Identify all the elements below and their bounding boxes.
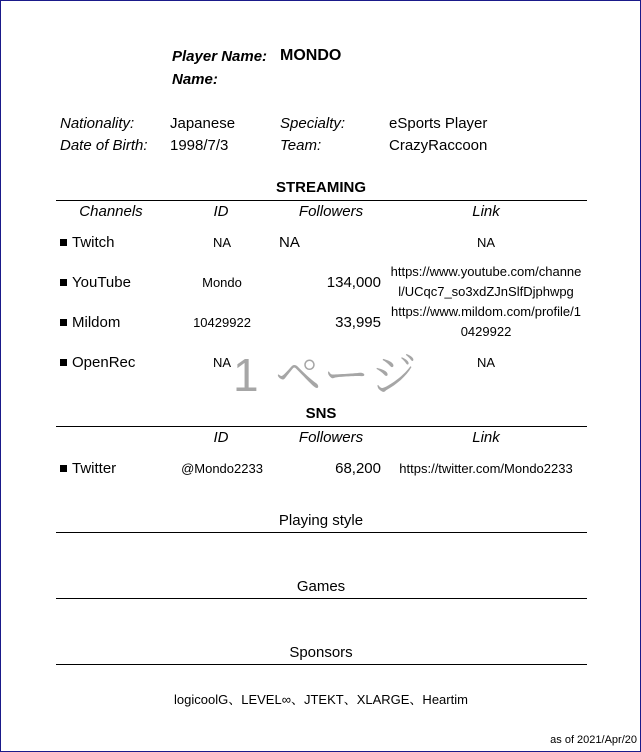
channel-link-youtube-line2[interactable]: l/UCqc7_so3xdZJnSlfDjphwpg [398,284,574,299]
channel-link-mildom-line1[interactable]: https://www.mildom.com/profile/1 [390,304,581,319]
sponsors-heading: Sponsors [289,644,353,661]
sns-header-followers: Followers [298,429,364,446]
player-name-value: MONDO [280,47,342,64]
channel-name-twitch: Twitch [72,234,115,251]
channel-link-youtube-line1[interactable]: https://www.youtube.com/channe [390,264,582,279]
channel-link-mildom-line2[interactable]: 0429922 [460,324,512,339]
bullet-icon [60,465,67,472]
channel-name-mildom: Mildom [72,314,121,331]
sns-name-twitter: Twitter [72,460,117,477]
channel-followers-mildom: 33,995 [335,314,381,331]
sns-title: SNS [305,405,337,422]
channel-id-openrec: NA [212,355,232,370]
games-heading: Games [296,578,346,595]
team-value: CrazyRaccoon [389,137,488,154]
channel-link-twitch: NA [476,235,496,250]
as-of-date: as of 2021/Apr/20 [550,734,637,746]
dob-value: 1998/7/3 [170,137,229,154]
streaming-title: STREAMING [276,179,366,196]
streaming-header-link: Link [472,203,500,220]
sponsors-list: logicoolG、LEVEL∞、JTEKT、XLARGE、Heartim [174,692,468,707]
playing-style-divider [56,532,587,533]
dob-label: Date of Birth: [60,137,148,154]
games-divider [56,598,587,599]
sns-id-twitter: @Mondo2233 [181,461,263,476]
nationality-label: Nationality: [60,115,135,132]
bullet-icon [60,319,67,326]
page-number-watermark: 1 ページ [233,349,419,401]
sns-followers-twitter: 68,200 [335,460,381,477]
channel-link-youtube[interactable] [386,262,586,302]
channel-id-youtube: Mondo [202,275,242,290]
channel-followers-youtube: 134,000 [326,274,381,291]
streaming-header-channels: Channels [79,203,143,220]
bullet-icon [60,359,67,366]
nationality-value: Japanese [170,115,236,132]
sponsors-divider [56,664,587,665]
channel-followers-twitch: NA [279,234,300,251]
channel-id-mildom: 10429922 [193,315,251,330]
channel-name-youtube: YouTube [72,274,131,291]
bullet-icon [60,279,67,286]
streaming-divider [56,200,587,201]
team-label: Team: [280,137,322,154]
bullet-icon [60,239,67,246]
sns-divider [56,426,587,427]
channel-name-openrec: OpenRec [72,354,136,371]
channel-link-mildom[interactable] [386,302,586,342]
streaming-header-id: ID [213,203,229,220]
sns-header-link: Link [472,429,500,446]
playing-style-heading: Playing style [278,512,364,529]
channel-id-twitch: NA [212,235,232,250]
channel-link-openrec: NA [476,355,496,370]
specialty-label: Specialty: [280,115,346,132]
streaming-header-followers: Followers [298,203,364,220]
sns-link-twitter[interactable]: https://twitter.com/Mondo2233 [399,461,573,476]
player-name-label: Player Name: [172,48,268,65]
sns-header-id: ID [213,429,229,446]
name-label: Name: [172,71,218,88]
specialty-value: eSports Player [389,115,488,132]
